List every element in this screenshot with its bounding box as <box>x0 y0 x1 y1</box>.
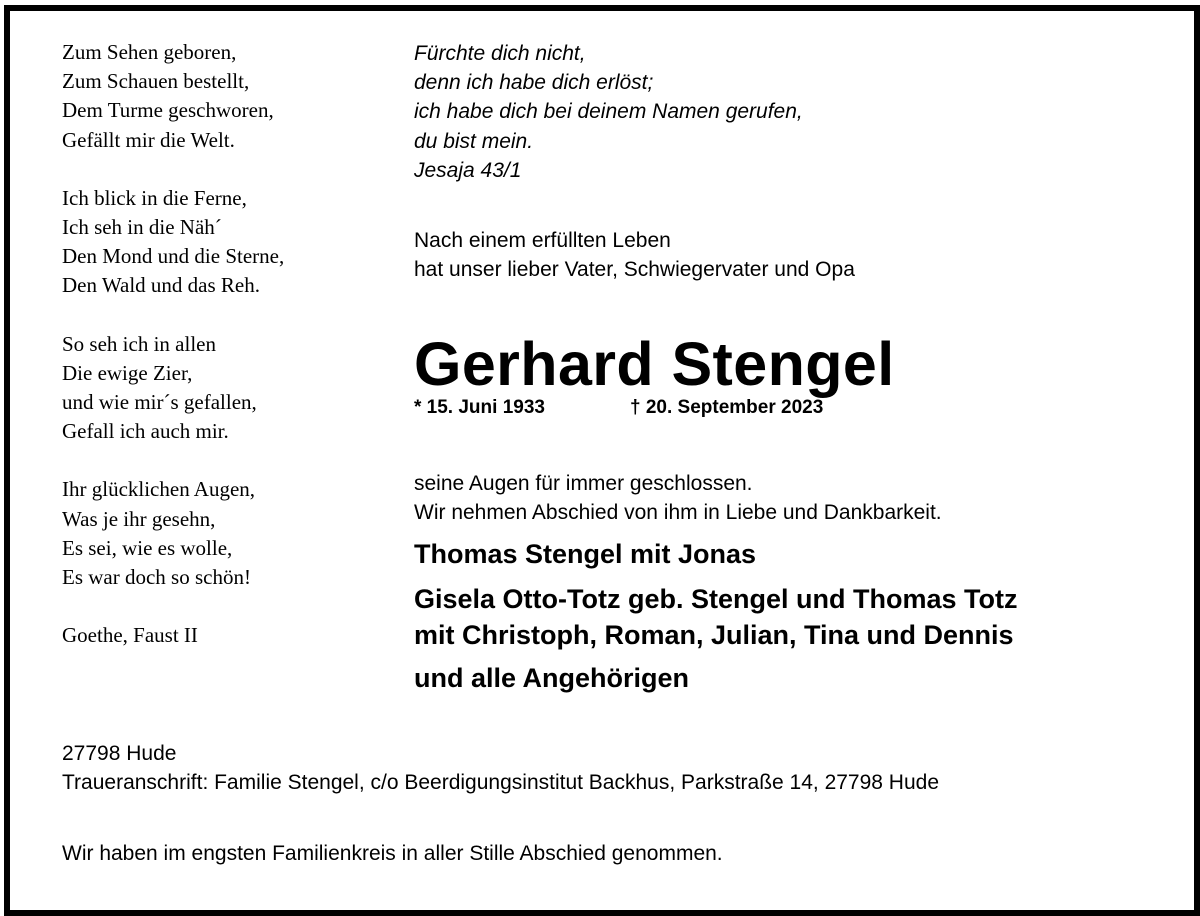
poem-line: Es war doch so schön! <box>62 565 251 590</box>
poem-line: So seh ich in allen <box>62 331 216 356</box>
bible-quote <box>414 39 803 185</box>
farewell-line: seine Augen für immer geschlossen. <box>414 472 753 495</box>
poem-line: Es sei, wie es wolle, <box>62 535 233 560</box>
poem-line: Ich seh in die Näh´ <box>62 215 222 240</box>
poem-source-text: Goethe, Faust II <box>62 623 198 648</box>
poem-source <box>62 621 392 650</box>
life-dates <box>414 396 824 420</box>
poem-line: Zum Schauen bestellt, <box>62 69 250 94</box>
poem-line: und wie mir´s gefallen, <box>62 390 257 415</box>
intro-line: hat unser lieber Vater, Schwiegervater und Opa <box>414 258 855 282</box>
quote-source: Jesaja 43/1 <box>414 158 522 182</box>
quote-line: du bist mein. <box>414 129 534 153</box>
family-line-4: und alle Angehörigen <box>414 663 690 693</box>
poem-line: Gefall ich auch mir. <box>62 419 229 444</box>
poem-line: Die ewige Zier, <box>62 360 193 385</box>
poem-line: Zum Sehen geboren, <box>62 40 237 64</box>
intro-line: Nach einem erfüllten Leben <box>414 229 671 252</box>
poem-stanza-1 <box>62 38 392 155</box>
poem-stanza-2 <box>62 184 392 301</box>
poem-line: Ihr glücklichen Augen, <box>62 477 256 502</box>
poem-line: Gefällt mir die Welt. <box>62 127 235 152</box>
quote-line: ich habe dich bei deinem Namen gerufen, <box>414 100 803 124</box>
poem-line: Den Mond und die Sterne, <box>62 244 285 269</box>
deceased-name: Gerhard Stengel <box>414 330 895 398</box>
place: 27798 Hude <box>62 742 177 765</box>
poem-stanza-3 <box>62 330 392 447</box>
intro-text <box>414 226 855 285</box>
death-date: † 20. September 2023 <box>630 397 824 418</box>
funeral-note: Wir haben im engsten Familienkreis in aller Stille Abschied genommen. <box>62 842 723 865</box>
farewell-text <box>414 469 942 528</box>
poem <box>62 38 392 679</box>
family-line-3: mit Christoph, Roman, Julian, Tina und Dennis <box>414 620 1014 650</box>
farewell-line: Wir nehmen Abschied von ihm in Liebe und Dankbarkeit. <box>414 501 942 525</box>
poem-line: Dem Turme geschworen, <box>62 98 274 123</box>
family-line-2: Gisela Otto-Totz geb. Stengel und Thomas Totz <box>414 584 1018 614</box>
poem-line: Was je ihr gesehn, <box>62 506 216 531</box>
family-line-1: Thomas Stengel mit Jonas <box>414 539 757 569</box>
birth-date: * 15. Juni 1933 <box>414 397 545 418</box>
quote-line: Fürchte dich nicht, <box>414 42 586 65</box>
poem-line: Ich blick in die Ferne, <box>62 185 247 210</box>
mourning-address: Traueranschrift: Familie Stengel, c/o Beerdigungsinstitut Backhus, Parkstraße 14, 27798 Hude <box>62 771 940 794</box>
quote-line: denn ich habe dich erlöst; <box>414 71 654 95</box>
poem-line: Den Wald und das Reh. <box>62 273 260 298</box>
poem-stanza-4 <box>62 475 392 592</box>
